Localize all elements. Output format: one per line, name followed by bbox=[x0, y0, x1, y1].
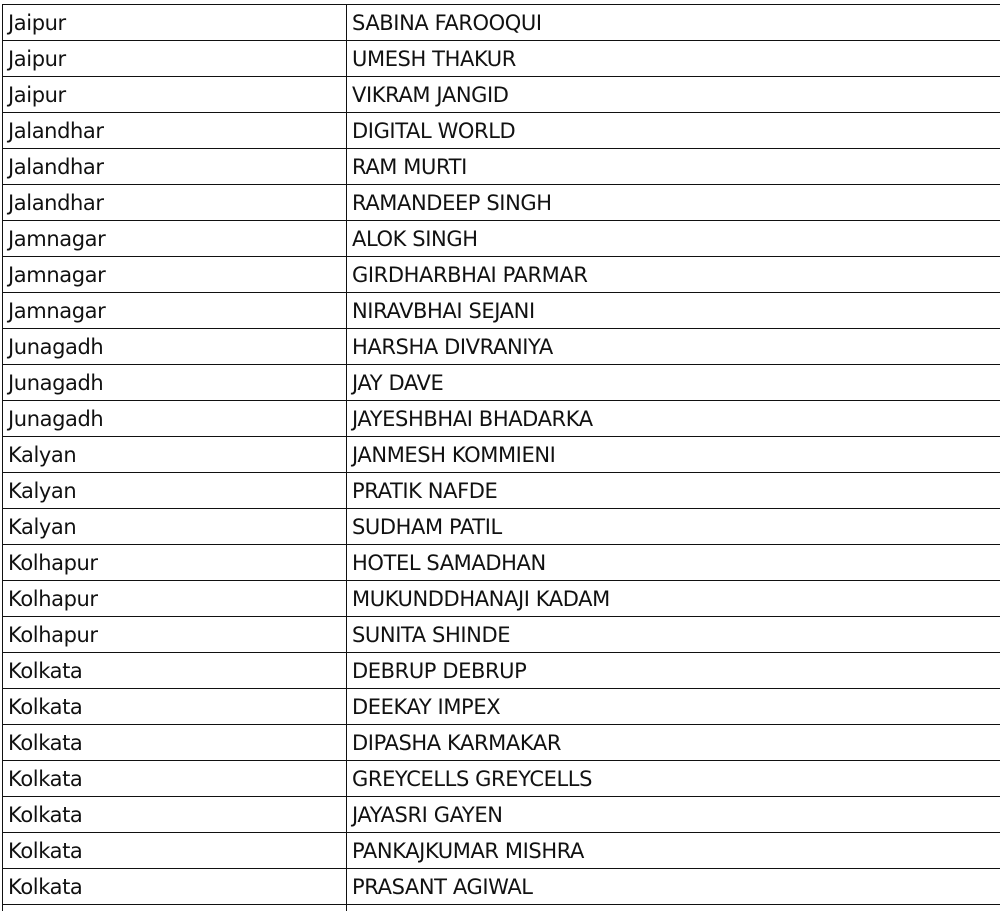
name-cell[interactable]: HARSHA DIVRANIYA bbox=[347, 329, 1000, 365]
table-row bbox=[3, 185, 1000, 221]
city-cell[interactable]: Jamnagar bbox=[3, 257, 347, 293]
city-cell[interactable]: Kolhapur bbox=[3, 581, 347, 617]
name-cell[interactable]: RAM MURTI bbox=[347, 149, 1000, 185]
name-cell[interactable]: DIPASHA KARMAKAR bbox=[347, 725, 1000, 761]
name-cell[interactable]: JAYESHBHAI BHADARKA bbox=[347, 401, 1000, 437]
name-cell[interactable]: DIGITAL WORLD bbox=[347, 113, 1000, 149]
table-row bbox=[3, 329, 1000, 365]
table-row bbox=[3, 365, 1000, 401]
name-cell[interactable]: DEEKAY IMPEX bbox=[347, 689, 1000, 725]
city-cell[interactable]: Kolhapur bbox=[3, 617, 347, 653]
table-row bbox=[3, 401, 1000, 437]
table-row bbox=[3, 545, 1000, 581]
table-row bbox=[3, 257, 1000, 293]
table-row bbox=[3, 41, 1000, 77]
table-row bbox=[3, 77, 1000, 113]
name-cell[interactable]: UMESH THAKUR bbox=[347, 41, 1000, 77]
name-cell[interactable]: PRATIK NAFDE bbox=[347, 473, 1000, 509]
city-cell[interactable]: Jamnagar bbox=[3, 293, 347, 329]
city-cell[interactable] bbox=[3, 905, 347, 911]
table-row bbox=[3, 509, 1000, 545]
city-cell[interactable]: Kolhapur bbox=[3, 545, 347, 581]
name-cell[interactable]: JAY DAVE bbox=[347, 365, 1000, 401]
city-cell[interactable]: Jamnagar bbox=[3, 221, 347, 257]
table-row bbox=[3, 725, 1000, 761]
city-cell[interactable]: Kolkata bbox=[3, 797, 347, 833]
table-row bbox=[3, 617, 1000, 653]
city-cell[interactable]: Jalandhar bbox=[3, 149, 347, 185]
name-cell[interactable]: ALOK SINGH bbox=[347, 221, 1000, 257]
city-cell[interactable]: Kolkata bbox=[3, 689, 347, 725]
name-cell[interactable]: JANMESH KOMMIENI bbox=[347, 437, 1000, 473]
city-cell[interactable]: Kolkata bbox=[3, 653, 347, 689]
name-cell[interactable]: SUNITA SHINDE bbox=[347, 617, 1000, 653]
table-row bbox=[3, 437, 1000, 473]
city-cell[interactable]: Junagadh bbox=[3, 329, 347, 365]
city-cell[interactable]: Jalandhar bbox=[3, 185, 347, 221]
city-cell[interactable]: Jaipur bbox=[3, 41, 347, 77]
city-cell[interactable]: Junagadh bbox=[3, 365, 347, 401]
table-row bbox=[3, 869, 1000, 905]
city-cell[interactable]: Kalyan bbox=[3, 437, 347, 473]
name-cell[interactable]: SUDHAM PATIL bbox=[347, 509, 1000, 545]
name-cell[interactable]: VIKRAM JANGID bbox=[347, 77, 1000, 113]
city-cell[interactable]: Kalyan bbox=[3, 509, 347, 545]
city-cell[interactable]: Junagadh bbox=[3, 401, 347, 437]
table-body bbox=[3, 5, 1000, 911]
name-cell[interactable]: GIRDHARBHAI PARMAR bbox=[347, 257, 1000, 293]
name-cell[interactable]: PANKAJKUMAR MISHRA bbox=[347, 833, 1000, 869]
name-cell[interactable]: MUKUNDDHANAJI KADAM bbox=[347, 581, 1000, 617]
table-row bbox=[3, 293, 1000, 329]
name-cell[interactable]: PRASANT AGIWAL bbox=[347, 869, 1000, 905]
name-cell[interactable]: NIRAVBHAI SEJANI bbox=[347, 293, 1000, 329]
city-name-table bbox=[2, 4, 1000, 911]
city-cell[interactable]: Jaipur bbox=[3, 77, 347, 113]
name-cell[interactable]: RAMANDEEP SINGH bbox=[347, 185, 1000, 221]
spreadsheet-region bbox=[0, 4, 1000, 911]
name-cell[interactable]: SABINA FAROOQUI bbox=[347, 5, 1000, 41]
name-cell[interactable]: DEBRUP DEBRUP bbox=[347, 653, 1000, 689]
city-cell[interactable]: Kolkata bbox=[3, 833, 347, 869]
table-row bbox=[3, 581, 1000, 617]
table-row bbox=[3, 689, 1000, 725]
name-cell[interactable]: HOTEL SAMADHAN bbox=[347, 545, 1000, 581]
name-cell[interactable]: GREYCELLS GREYCELLS bbox=[347, 761, 1000, 797]
table-row bbox=[3, 473, 1000, 509]
table-row bbox=[3, 761, 1000, 797]
city-cell[interactable]: Kolkata bbox=[3, 761, 347, 797]
table-row bbox=[3, 221, 1000, 257]
table-row bbox=[3, 149, 1000, 185]
table-row bbox=[3, 833, 1000, 869]
table-row bbox=[3, 653, 1000, 689]
city-cell[interactable]: Kalyan bbox=[3, 473, 347, 509]
city-cell[interactable]: Jaipur bbox=[3, 5, 347, 41]
table-row bbox=[3, 797, 1000, 833]
name-cell[interactable]: JAYASRI GAYEN bbox=[347, 797, 1000, 833]
table-row-partial bbox=[3, 905, 1000, 911]
city-cell[interactable]: Kolkata bbox=[3, 869, 347, 905]
city-cell[interactable]: Kolkata bbox=[3, 725, 347, 761]
table-row bbox=[3, 5, 1000, 41]
name-cell[interactable] bbox=[347, 905, 1000, 911]
table-row bbox=[3, 113, 1000, 149]
city-cell[interactable]: Jalandhar bbox=[3, 113, 347, 149]
